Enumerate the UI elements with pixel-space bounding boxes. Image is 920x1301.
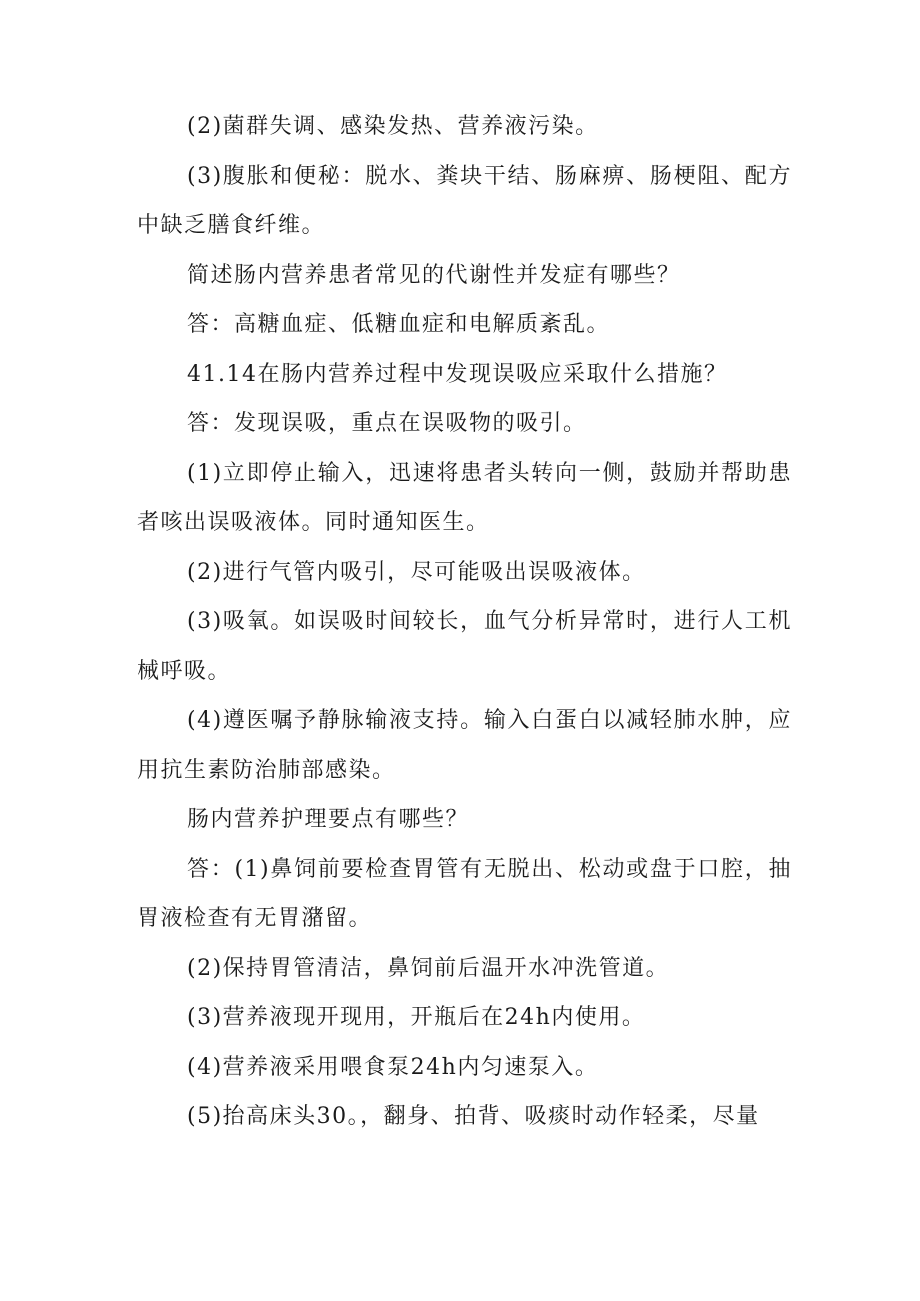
nursing-point-5: (5)抬高床头30。，翻身、拍背、吸痰时动作轻柔，尽量 <box>187 1104 760 1129</box>
nursing-point-1: 答：(1)鼻饲前要检查胃管有无脱出、松动或盘于口腔，抽胃液检查有无胃潴留。 <box>137 856 792 931</box>
paragraph-flora-imbalance: (2)菌群失调、感染发热、营养液污染。 <box>187 114 599 139</box>
question-aspiration-measures: 41.14在肠内营养过程中发现误吸应采取什么措施？ <box>187 361 728 387</box>
nursing-point-2: (2)保持胃管清洁，鼻饲前后温开水冲洗管道。 <box>187 955 670 981</box>
aspiration-step-4: (4)遵医嘱予静脉输液支持。输入白蛋白以减轻肺水肿，应用抗生素防治肺部感染。 <box>137 708 792 783</box>
document-body <box>137 102 792 1142</box>
paragraph-bloating-constipation: (3)腹胀和便秘：脱水、粪块干结、肠麻痹、肠梗阻、配方中缺乏膳食纤维。 <box>137 163 792 238</box>
aspiration-step-3: (3)吸氧。如误吸时间较长，血气分析异常时，进行人工机械呼吸。 <box>137 609 792 684</box>
answer-metabolic-complications: 答：高糖血症、低糖血症和电解质紊乱。 <box>187 312 611 337</box>
nursing-point-4: (4)营养液采用喂食泵24h内匀速泵入。 <box>187 1054 599 1080</box>
question-metabolic-complications: 简述肠内营养患者常见的代谢性并发症有哪些？ <box>187 262 681 288</box>
aspiration-step-2: (2)进行气管内吸引，尽可能吸出误吸液体。 <box>187 559 646 585</box>
nursing-point-3: (3)营养液现开现用，开瓶后在24h内使用。 <box>187 1005 646 1030</box>
question-nursing-points: 肠内营养护理要点有哪些？ <box>187 807 470 832</box>
aspiration-step-1: (1)立即停止输入，迅速将患者头转向一侧，鼓励并帮助患者咳出误吸液体。同时通知医生。 <box>137 460 792 535</box>
answer-aspiration-intro: 答：发现误吸，重点在误吸物的吸引。 <box>187 411 587 436</box>
